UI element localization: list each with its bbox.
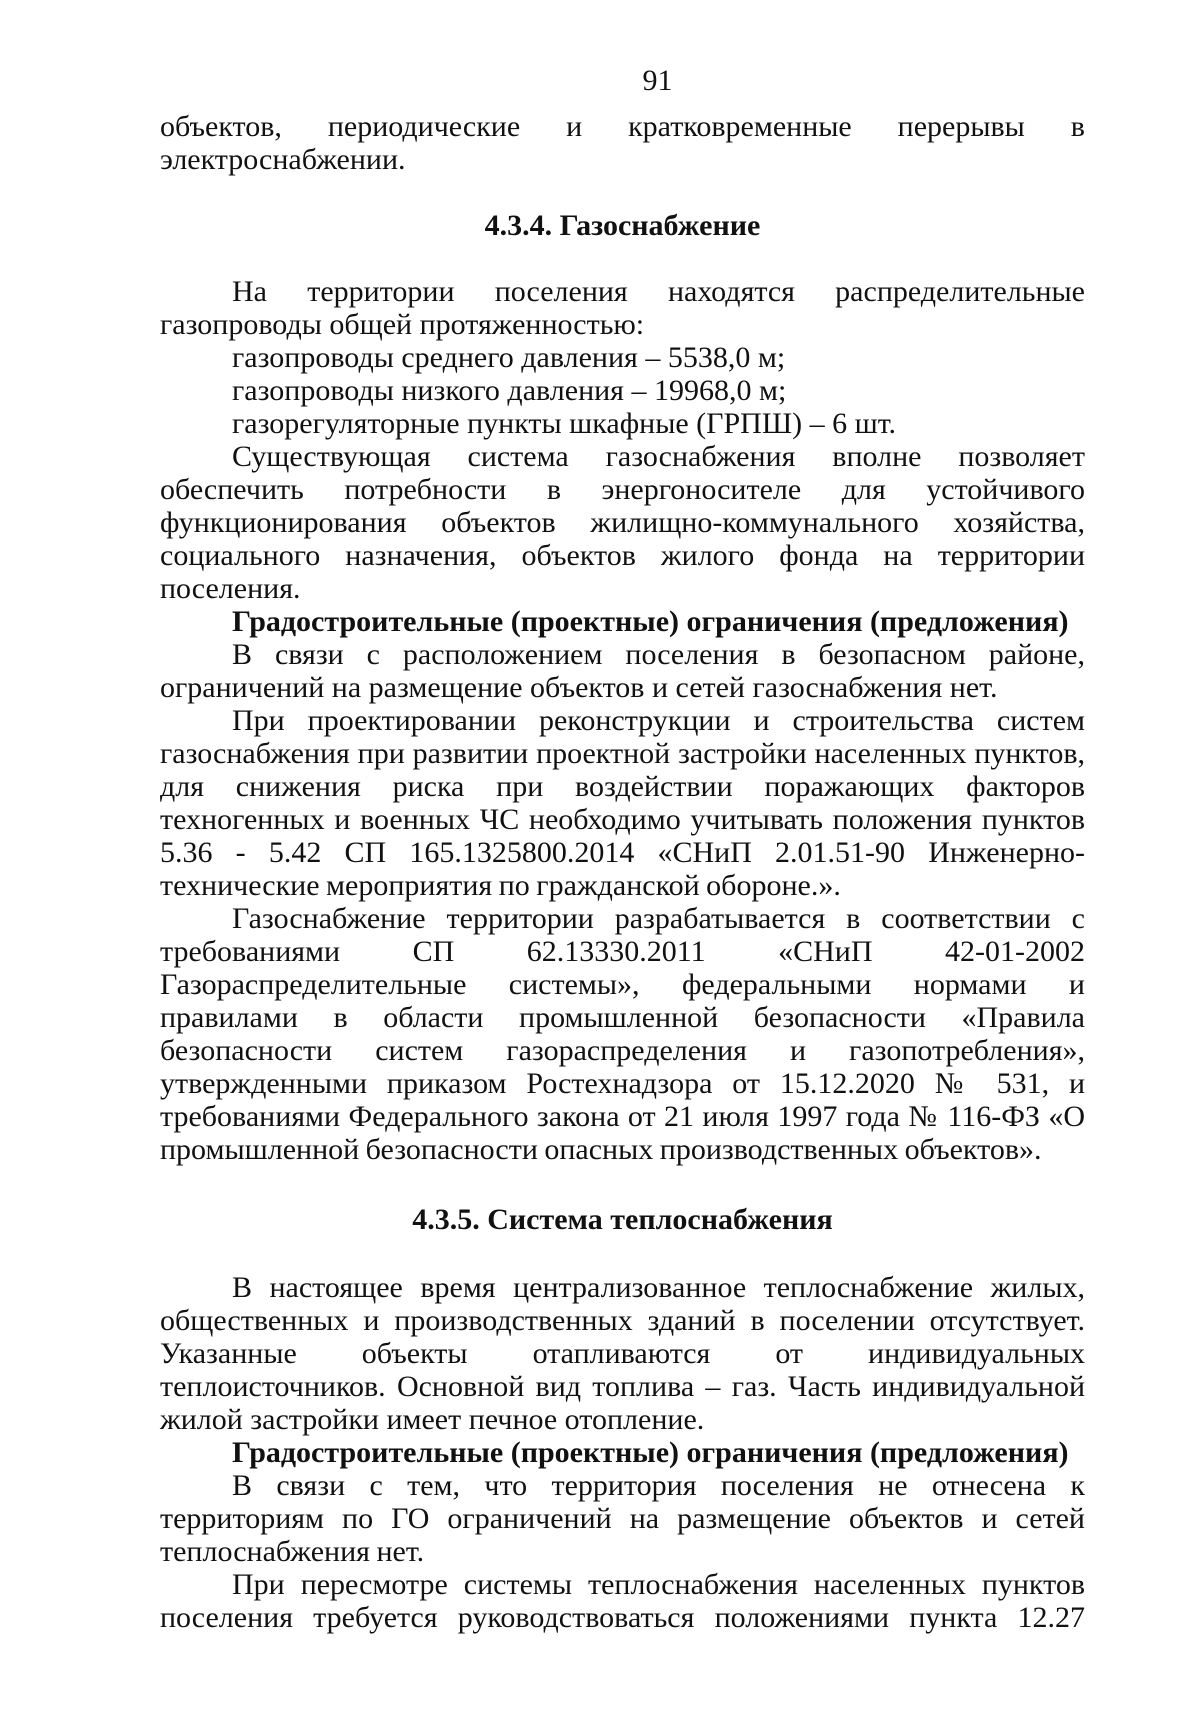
gas-design-paragraph: При проектировании реконструкции и строительства систем газоснабжения при развитии проектной застройки населенных пунктов, для снижения риска при воздействии поражающих факторов техногенных и военных ЧС необходимо учитывать положения пунктов 5.36 - 5.42 СП 165.1325800.2014 «СНиП 2.01.51-90 Инженерно-технические мероприятия по гражданской обороне.».	[160, 704, 1085, 902]
list-item: газопроводы среднего давления – 5538,0 м;	[232, 341, 786, 374]
gas-restrictions-paragraph: В связи с расположением поселения в безопасном районе, ограничений на размещение объектов и сетей газоснабжения нет.	[160, 638, 1085, 704]
intro-word: и	[566, 110, 583, 143]
intro-word: периодические	[327, 110, 521, 143]
gas-restrictions-subheading: Градостроительные (проектные) ограничения (предложения)	[232, 605, 1069, 638]
gas-pipelines-intro: На территории поселения находятся распределительные газопроводы общей протяженностью:	[160, 275, 1085, 341]
page-number: 91	[642, 64, 673, 97]
requirements-word: требованиями	[160, 935, 341, 968]
section-heading-gas-supply: 4.3.4. Газоснабжение	[484, 209, 761, 242]
intro-word: объектов,	[160, 110, 282, 143]
heat-restrictions-subheading: Градостроительные (проектные) ограничения (предложения)	[232, 1436, 1069, 1469]
heat-revision-paragraph: При пересмотре системы теплоснабжения населенных пунктов поселения требуется руководствоваться положениями пункта 12.27	[160, 1568, 1085, 1634]
requirements-word: 42-01-2002	[945, 935, 1085, 968]
requirements-word: 62.13330.2011	[526, 935, 706, 968]
requirements-word: «СНиП	[778, 935, 873, 968]
intro-word: перерывы	[897, 110, 1025, 143]
intro-line-1	[160, 110, 1085, 143]
requirements-word: СП	[412, 935, 455, 968]
intro-word: кратковременные	[628, 110, 852, 143]
gas-requirements-rest: Газораспределительные системы», федеральными нормами и правилами в области промышленной безопасности «Правила безопасности систем газораспределения и газопотребления», утвержденными приказом Ростехнадзора от 15.12.2020 № 531, и требованиями Федерального закона от 21 июля 1997 года № 116-ФЗ «О промышленной безопасности опасных производственных объектов».	[160, 968, 1085, 1166]
list-item: газорегуляторные пункты шкафные (ГРПШ) – 6 шт.	[232, 407, 897, 440]
intro-line-2: электроснабжении.	[160, 143, 406, 176]
gas-system-paragraph: Существующая система газоснабжения вполне позволяет обеспечить потребности в энергоносителе для устойчивого функционирования объектов жилищно-коммунального хозяйства, социального назначения, объектов жилого фонда на территории поселения.	[160, 440, 1085, 605]
gas-requirements-line-2	[160, 935, 1085, 968]
intro-word: в	[1070, 110, 1085, 143]
list-item: газопроводы низкого давления – 19968,0 м;	[232, 374, 787, 407]
page-content	[160, 64, 1085, 1634]
section-heading-heat-supply: 4.3.5. Система теплоснабжения	[412, 1203, 833, 1236]
heat-restrictions-paragraph: В связи с тем, что территория поселения не отнесена к территориям по ГО ограничений на размещение объектов и сетей теплоснабжения нет.	[160, 1469, 1085, 1568]
gas-requirements-line-1: Газоснабжение территории разрабатывается в соответствии с	[232, 902, 1085, 935]
heat-supply-paragraph: В настоящее время централизованное теплоснабжение жилых, общественных и производственных зданий в поселении отсутствует. Указанные объекты отапливаются от индивидуальных теплоисточников. Основной вид топлива – газ. Часть индивидуальной жилой застройки имеет печное отопление.	[160, 1271, 1085, 1436]
